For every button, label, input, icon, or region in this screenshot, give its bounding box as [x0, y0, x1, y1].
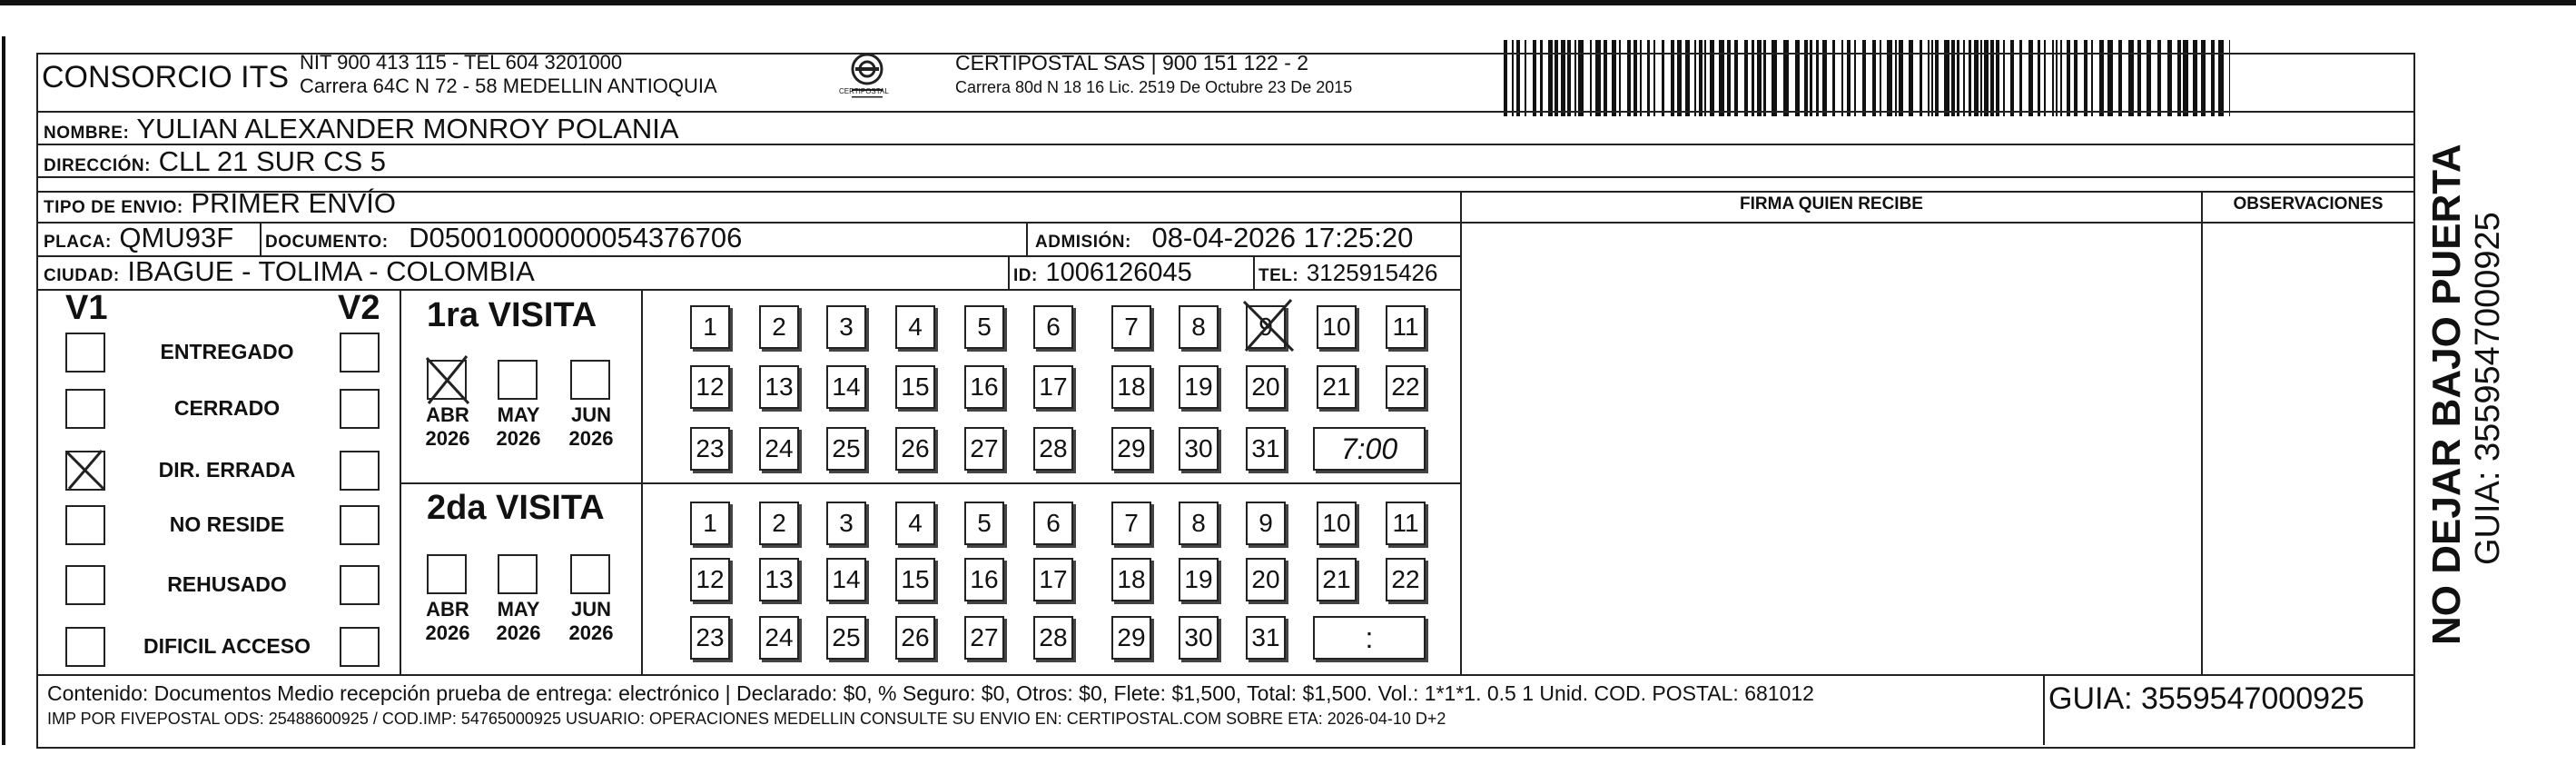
- first-visit-day-box[interactable]: 2: [759, 305, 799, 349]
- first-visit-day-box[interactable]: 3: [826, 305, 866, 349]
- admision-field: [1035, 222, 1413, 259]
- second-visit-day-box[interactable]: 11: [1386, 502, 1426, 545]
- v1-checkbox-1[interactable]: [65, 389, 105, 429]
- top-rule: [0, 0, 2576, 5]
- status-option-label: NO RESIDE: [169, 512, 285, 536]
- first-visit-day-box[interactable]: 19: [1179, 365, 1219, 409]
- observaciones-title: OBSERVACIONES: [2233, 194, 2384, 214]
- logo-caption: CERTIPOSTAL: [839, 87, 889, 95]
- tipo-envio-field: [44, 187, 396, 224]
- second-visit-day-box[interactable]: 31: [1246, 616, 1286, 660]
- v2-checkbox-3[interactable]: [340, 505, 380, 545]
- first-visit-year-label: 2026: [425, 427, 470, 450]
- first-visit-day-box[interactable]: 14: [826, 365, 866, 409]
- placa-value: QMU93F: [119, 222, 234, 253]
- footer-contenido: Contenido: Documentos Medio recepción prueba de entrega: electrónico | Declarado: $0, % Seguro: $0, Otros: $0, Flete: $1,500, Total: $1,500. Vol.: 1*1*1. 0.5 1 Unid. COD. POSTAL: 681012: [47, 681, 1814, 705]
- second-visit-year-label: 2026: [568, 621, 614, 644]
- second-visit-title: 2da VISITA: [427, 489, 605, 527]
- second-visit-year-label: 2026: [496, 621, 541, 644]
- label-frame: [36, 53, 2415, 749]
- nombre-label: NOMBRE:: [44, 124, 130, 143]
- admision-value: 08-04-2026 17:25:20: [1151, 222, 1414, 253]
- second-visit-time-box[interactable]: :: [1313, 616, 1426, 660]
- first-visit-month-box-2[interactable]: [570, 360, 610, 400]
- id-label: ID:: [1013, 266, 1038, 285]
- company-address: Carrera 64C N 72 - 58 MEDELLIN ANTIOQUIA: [300, 75, 717, 97]
- v2-checkbox-2[interactable]: [340, 451, 380, 491]
- id-value: 1006126045: [1045, 258, 1192, 287]
- v1-checkbox-0[interactable]: [65, 333, 105, 373]
- second-visit-day-box[interactable]: 17: [1033, 558, 1073, 601]
- first-visit-day-box[interactable]: 9: [1246, 305, 1286, 349]
- second-visit-day-box[interactable]: 28: [1033, 616, 1073, 660]
- first-visit-day-box[interactable]: 20: [1246, 365, 1286, 409]
- first-visit-day-box[interactable]: 21: [1317, 365, 1357, 409]
- second-visit-day-box[interactable]: 8: [1179, 502, 1219, 545]
- tipo-envio-label: TIPO DE ENVIO:: [44, 198, 183, 217]
- second-visit-day-box[interactable]: 10: [1317, 502, 1357, 545]
- second-visit-day-box[interactable]: 4: [895, 502, 935, 545]
- first-visit-title: 1ra VISITA: [427, 296, 597, 334]
- second-visit-month-box-1[interactable]: [498, 554, 538, 594]
- first-visit-day-box[interactable]: 15: [895, 365, 935, 409]
- first-visit-day-box[interactable]: 7: [1111, 305, 1151, 349]
- first-visit-day-box[interactable]: 27: [964, 427, 1004, 471]
- second-visit-day-box[interactable]: 30: [1179, 616, 1219, 660]
- ciudad-field: [44, 255, 535, 293]
- admision-label: ADMISIÓN:: [1035, 233, 1131, 252]
- firma-title: FIRMA QUIEN RECIBE: [1740, 194, 1923, 214]
- v2-header: V2: [338, 289, 380, 327]
- first-visit-day-box[interactable]: 6: [1033, 305, 1073, 349]
- second-visit-day-box[interactable]: 7: [1111, 502, 1151, 545]
- first-visit-day-box[interactable]: 18: [1111, 365, 1151, 409]
- left-margin-mark: [2, 36, 5, 745]
- no-dejar-bajo-puerta: NO DEJAR BAJO PUERTA: [2424, 144, 2469, 645]
- first-visit-day-box[interactable]: 24: [759, 427, 799, 471]
- second-visit-year-label: 2026: [425, 621, 470, 644]
- company-name: CONSORCIO ITS: [42, 60, 290, 94]
- direccion-label: DIRECCIÓN:: [44, 156, 151, 175]
- first-visit-day-box[interactable]: 17: [1033, 365, 1073, 409]
- second-visit-day-box[interactable]: 16: [964, 558, 1004, 601]
- first-visit-day-box[interactable]: 25: [826, 427, 866, 471]
- first-visit-month-label: MAY: [497, 403, 540, 426]
- second-visit-day-box[interactable]: 22: [1386, 558, 1426, 601]
- first-visit-year-label: 2026: [568, 427, 614, 450]
- first-visit-day-box[interactable]: 30: [1179, 427, 1219, 471]
- first-visit-day-box[interactable]: 26: [895, 427, 935, 471]
- first-visit-day-box[interactable]: 8: [1179, 305, 1219, 349]
- tel-value: 3125915426: [1306, 259, 1438, 286]
- side-guia: GUIA: 3559547000925: [2469, 212, 2507, 565]
- v1-checkbox-4[interactable]: [65, 565, 105, 605]
- v1-dir-errada-mark: [65, 451, 105, 491]
- second-visit-day-box[interactable]: 6: [1033, 502, 1073, 545]
- ciudad-label: CIUDAD:: [44, 266, 120, 285]
- second-visit-day-box[interactable]: 3: [826, 502, 866, 545]
- first-visit-day-box[interactable]: 11: [1386, 305, 1426, 349]
- first-visit-month-label: ABR: [426, 403, 469, 426]
- second-visit-day-box[interactable]: 19: [1179, 558, 1219, 601]
- tel-field: [1258, 255, 1437, 293]
- footer-guia: GUIA: 3559547000925: [2048, 681, 2364, 716]
- second-visit-day-box[interactable]: 12: [690, 558, 730, 601]
- v2-checkbox-0[interactable]: [340, 333, 380, 373]
- first-visit-day-box[interactable]: 28: [1033, 427, 1073, 471]
- first-visit-abr-mark: [425, 356, 470, 405]
- first-visit-day-box[interactable]: 23: [690, 427, 730, 471]
- second-visit-day-box[interactable]: 18: [1111, 558, 1151, 601]
- certipostal-address: Carrera 80d N 18 16 Lic. 2519 De Octubre 23 De 2015: [955, 78, 1353, 96]
- nombre-field: [44, 113, 679, 150]
- id-field: [1013, 255, 1192, 293]
- first-visit-day-box[interactable]: 10: [1317, 305, 1357, 349]
- second-visit-day-box[interactable]: 27: [964, 616, 1004, 660]
- second-visit-day-box[interactable]: 26: [895, 616, 935, 660]
- second-visit-month-box-2[interactable]: [570, 554, 610, 594]
- footer-impresion: IMP POR FIVEPOSTAL ODS: 25488600925 / COD.IMP: 54765000925 USUARIO: OPERACIONES MEDELLIN CONSULTE SU ENVIO EN: CERTIPOSTAL.COM SOBRE ETA: 2026-04-10 D+2: [47, 710, 1446, 728]
- v1-checkbox-5[interactable]: [65, 627, 105, 667]
- documento-label: DOCUMENTO:: [265, 233, 389, 252]
- first-visit-day-box[interactable]: 12: [690, 365, 730, 409]
- first-visit-day-9-mark: [1242, 300, 1295, 353]
- second-visit-day-box[interactable]: 5: [964, 502, 1004, 545]
- second-visit-day-box[interactable]: 13: [759, 558, 799, 601]
- first-visit-day-box[interactable]: 5: [964, 305, 1004, 349]
- status-option-label: ENTREGADO: [160, 340, 294, 363]
- first-visit-day-box[interactable]: 16: [964, 365, 1004, 409]
- second-visit-day-box[interactable]: 29: [1111, 616, 1151, 660]
- second-visit-day-box[interactable]: 24: [759, 616, 799, 660]
- second-visit-day-box[interactable]: 1: [690, 502, 730, 545]
- placa-field: [44, 222, 233, 259]
- certipostal-id: CERTIPOSTAL SAS | 900 151 122 - 2: [955, 51, 1309, 75]
- v1-checkbox-3[interactable]: [65, 505, 105, 545]
- second-visit-month-label: ABR: [426, 598, 469, 621]
- second-visit-month-box-0[interactable]: [427, 554, 467, 594]
- v2-checkbox-1[interactable]: [340, 389, 380, 429]
- status-option-label: DIFICIL ACCESO: [143, 634, 311, 658]
- status-option-label: CERRADO: [173, 396, 281, 420]
- second-visit-day-box[interactable]: 21: [1317, 558, 1357, 601]
- second-visit-day-box[interactable]: 25: [826, 616, 866, 660]
- v1-header: V1: [65, 289, 108, 327]
- first-visit-month-box-1[interactable]: [498, 360, 538, 400]
- status-option-label: REHUSADO: [167, 572, 287, 596]
- first-visit-time-box[interactable]: 7:00: [1313, 427, 1426, 471]
- second-visit-day-box[interactable]: 2: [759, 502, 799, 545]
- direccion-field: [44, 145, 386, 183]
- first-visit-day-box[interactable]: 1: [690, 305, 730, 349]
- first-visit-day-box[interactable]: 22: [1386, 365, 1426, 409]
- status-option-label: DIR. ERRADA: [158, 458, 296, 482]
- second-visit-month-label: JUN: [570, 598, 611, 621]
- first-visit-day-box[interactable]: 13: [759, 365, 799, 409]
- second-visit-day-box[interactable]: 23: [690, 616, 730, 660]
- placa-label: PLACA:: [44, 233, 112, 252]
- documento-field: [265, 222, 742, 259]
- first-visit-day-box[interactable]: 29: [1111, 427, 1151, 471]
- direccion-value: CLL 21 SUR CS 5: [158, 145, 386, 177]
- tel-label: TEL:: [1258, 266, 1299, 285]
- v2-checkbox-4[interactable]: [340, 565, 380, 605]
- second-visit-day-box[interactable]: 14: [826, 558, 866, 601]
- first-visit-day-box[interactable]: 31: [1246, 427, 1286, 471]
- v2-checkbox-5[interactable]: [340, 627, 380, 667]
- tipo-envio-value: PRIMER ENVÍO: [191, 187, 397, 219]
- second-visit-day-box[interactable]: 9: [1246, 502, 1286, 545]
- company-nit-tel: NIT 900 413 115 - TEL 604 3201000: [300, 51, 623, 74]
- first-visit-year-label: 2026: [496, 427, 541, 450]
- ciudad-value: IBAGUE - TOLIMA - COLOMBIA: [127, 255, 535, 287]
- first-visit-day-box[interactable]: 4: [895, 305, 935, 349]
- second-visit-month-label: MAY: [497, 598, 540, 621]
- documento-value: D05001000000054376706: [409, 222, 743, 253]
- first-visit-month-label: JUN: [570, 403, 611, 426]
- nombre-value: YULIAN ALEXANDER MONROY POLANIA: [136, 113, 679, 144]
- second-visit-day-box[interactable]: 20: [1246, 558, 1286, 601]
- second-visit-day-box[interactable]: 15: [895, 558, 935, 601]
